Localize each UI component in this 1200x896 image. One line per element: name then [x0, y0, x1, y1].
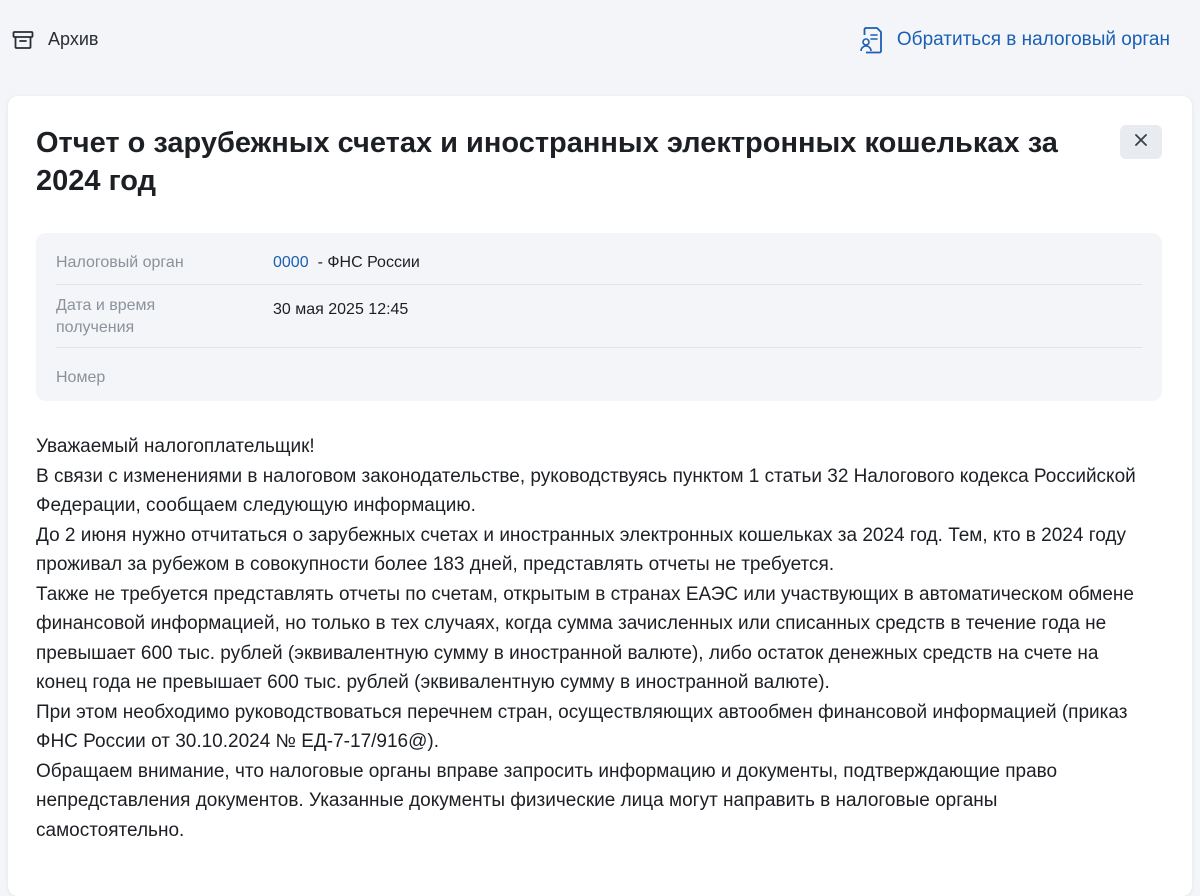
- archive-link[interactable]: [12, 29, 98, 50]
- message-paragraph: В связи с изменениями в налоговом законодательстве, руководствуясь пунктом 1 статьи 32 Налогового кодекса Российской Федерации, сообщаем следующую информацию.: [36, 465, 1136, 516]
- message-paragraph: Также не требуется представлять отчеты по счетам, открытым в странах ЕАЭС или участвующих в автоматическом обмене финансовой информацией, но только в тех случаях, когда сумма зачисленных или списанных средств в течение года не превышает 600 тыс. рублей (эквивалентную сумму в иностранной валюте), либо остаток денежных средств на счете на конец года не превышает 600 тыс. рублей (эквивалентную сумму в иностранной валюте).: [36, 583, 1134, 693]
- notification-card: [8, 96, 1192, 896]
- tax-authority-label: Налоговый орган: [56, 254, 184, 271]
- page-title: Отчет о зарубежных счетах и иностранных электронных кошельках за 2024 год: [36, 127, 1058, 197]
- contact-tax-authority-link[interactable]: [859, 25, 1170, 55]
- number-label: Номер: [56, 369, 106, 386]
- tax-authority-value: [273, 252, 420, 274]
- received-label: Дата и время получения: [56, 297, 156, 336]
- close-icon: [1134, 133, 1148, 152]
- tax-authority-name: - ФНС России: [317, 254, 420, 271]
- info-row-number: [56, 348, 1142, 401]
- archive-box-icon: [12, 30, 34, 50]
- message-paragraph: Обращаем внимание, что налоговые органы вправе запросить информацию и документы, подтверждающие право непредставления документов. Указанные документы физические лица могут направить в налоговые органы самостоятельно.: [36, 760, 1058, 841]
- message-paragraph: Уважаемый налогоплательщик!: [36, 436, 315, 457]
- tax-authority-code-link[interactable]: 0000: [273, 254, 309, 271]
- document-user-icon: [859, 25, 885, 55]
- message-body: [36, 432, 1146, 845]
- info-panel: [36, 233, 1162, 401]
- top-bar: [0, 0, 1200, 96]
- archive-label: Архив: [48, 29, 99, 49]
- message-paragraph: При этом необходимо руководствоваться перечнем стран, осуществляющих автообмен финансовой информацией (приказ ФНС России от 30.10.2024 № ЕД-7-17/916@).: [36, 701, 1128, 752]
- received-value: 30 мая 2025 12:45: [273, 301, 409, 318]
- message-paragraph: До 2 июня нужно отчитаться о зарубежных счетах и иностранных электронных кошельках за 2024 год. Тем, кто в 2024 году проживал за рубежом в совокупности более 183 дней, представлять отчеты не требуется.: [36, 524, 1126, 575]
- info-row-tax-authority: [56, 233, 1142, 285]
- info-row-received: [56, 285, 1142, 348]
- contact-tax-authority-label: Обратиться в налоговый орган: [896, 29, 1170, 50]
- close-button[interactable]: [1120, 125, 1162, 159]
